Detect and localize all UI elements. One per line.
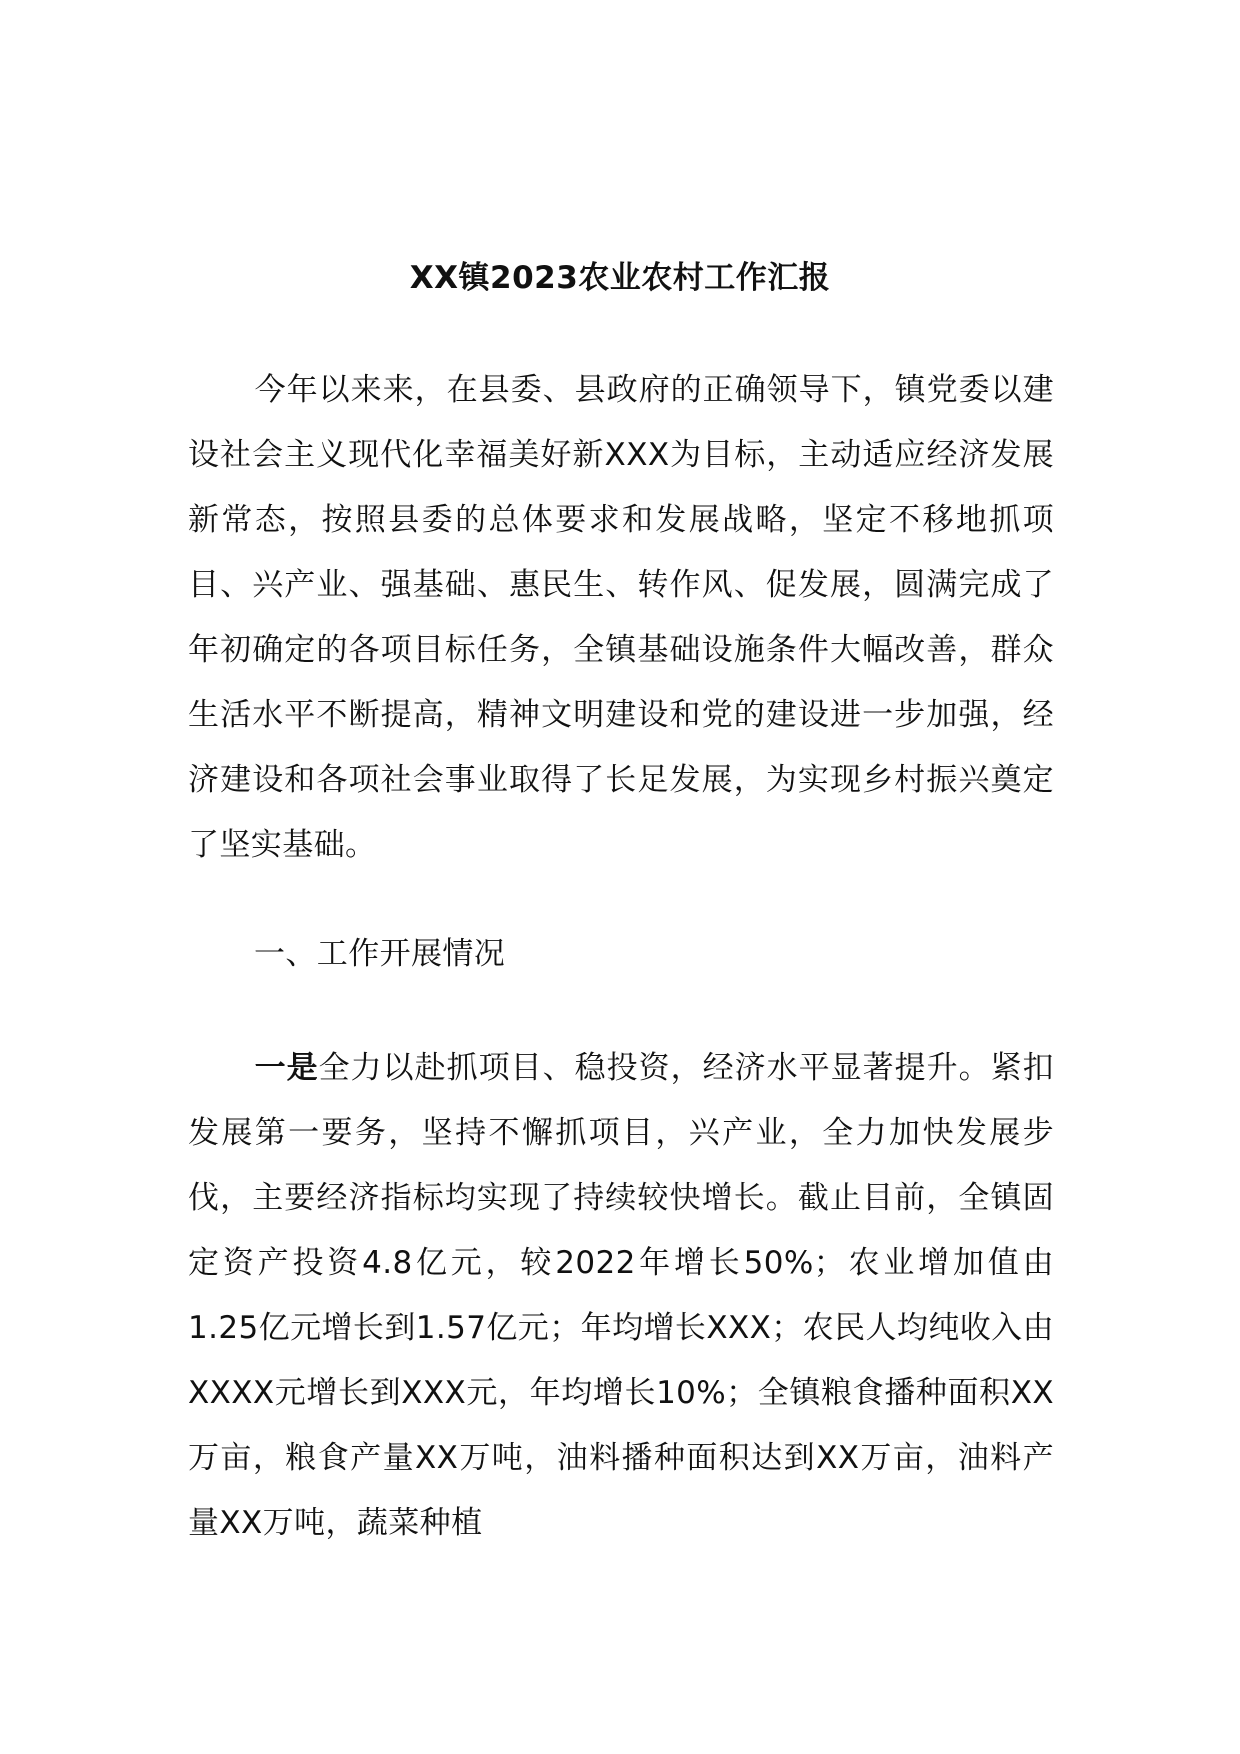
point-one-paragraph <box>188 1036 1054 1556</box>
point-one-text: 全力以赴抓项目、稳投资，经济水平显著提升。紧扣发展第一要务，坚持不懈抓项目，兴产业，全力加快发展步伐，主要经济指标均实现了持续较快增长。截止目前，全镇固定资产投资4.8亿元，较2022年增长50%；农业增加值由1.25亿元增长到1.57亿元；年均增长XXX；农民人均纯收入由XXXX元增长到XXX元，年均增长10%；全镇粮食播种面积XX万亩，粮食产量XX万吨，油料播种面积达到XX万亩，油料产量XX万吨，蔬菜种植 <box>188 1050 1054 1541</box>
point-one-lead: 一是 <box>254 1050 319 1086</box>
intro-paragraph <box>188 358 1054 878</box>
document-title: XX镇2023农业农村工作汇报 <box>409 260 831 296</box>
section-heading: 一、工作开展情况 <box>254 936 506 972</box>
intro-paragraph-text: 今年以来来，在县委、县政府的正确领导下，镇党委以建设社会主义现代化幸福美好新XXX为目标，主动适应经济发展新常态，按照县委的总体要求和发展战略，坚定不移地抓项目、兴产业、强基础、惠民生、转作风、促发展，圆满完成了年初确定的各项目标任务，全镇基础设施条件大幅改善，群众生活水平不断提高，精神文明建设和党的建设进一步加强，经济建设和各项社会事业取得了长足发展，为实现乡村振兴奠定了坚实基础。 <box>188 372 1054 863</box>
